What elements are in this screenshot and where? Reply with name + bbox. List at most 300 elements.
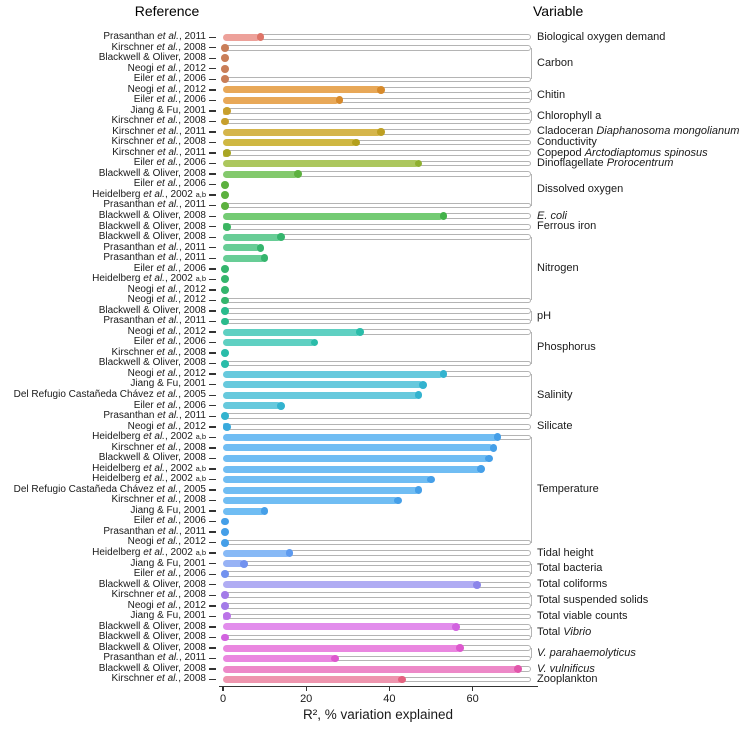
label-text: Tidal height	[537, 546, 594, 559]
connector-line	[443, 213, 531, 219]
label-text: , 2006	[178, 178, 206, 190]
row-tick	[209, 384, 216, 385]
bar-end-dot	[419, 381, 427, 389]
label-text: et al.	[156, 178, 179, 190]
label-text: , 2012	[178, 367, 206, 379]
row-tick	[209, 521, 216, 522]
row-tick	[209, 647, 216, 648]
connector-line	[225, 540, 531, 546]
bar	[223, 160, 419, 167]
bar	[223, 339, 315, 346]
connector-line	[460, 645, 531, 651]
label-text: Ferrous iron	[537, 220, 597, 233]
label-text: Del Refugio Castañeda Chávez	[13, 483, 157, 495]
bar	[223, 455, 489, 462]
bar-end-dot	[221, 297, 229, 305]
label-text: , 2012	[178, 83, 206, 95]
bar-end-dot	[485, 455, 493, 463]
label-text: et al.	[156, 294, 179, 306]
bar-end-dot	[221, 518, 229, 526]
bar-end-dot	[415, 486, 423, 494]
label-text: , 2011	[178, 252, 206, 264]
row-tick	[209, 300, 216, 301]
label-text: et al.	[156, 367, 179, 379]
bar	[223, 139, 356, 146]
row-tick	[209, 479, 216, 480]
label-text: Prasanthan	[103, 241, 158, 253]
row-tick	[209, 679, 216, 680]
row-tick	[209, 79, 216, 80]
x-axis-title: R², % variation explained	[302, 707, 454, 722]
x-axis-tick-label: 60	[466, 693, 479, 705]
bar-end-dot	[223, 612, 231, 620]
label-text: Total	[537, 625, 564, 638]
label-text: Blackwell & Oliver, 2008	[98, 304, 206, 316]
label-text: et al.	[156, 325, 179, 337]
group-bracket	[531, 174, 532, 206]
label-text: Blackwell & Oliver, 2008	[98, 662, 206, 674]
row-tick	[209, 331, 216, 332]
connector-line	[225, 203, 531, 209]
bar-end-dot	[221, 539, 229, 547]
label-text: Neogi	[127, 599, 157, 611]
bar	[223, 655, 335, 662]
connector-line	[225, 77, 531, 83]
x-axis-tick-label: 0	[219, 693, 227, 705]
label-text: , 2008	[178, 589, 206, 601]
bar-end-dot	[221, 602, 229, 610]
label-text: et al.	[156, 389, 179, 401]
label-text: et al.	[156, 346, 179, 358]
variable-label	[537, 310, 551, 323]
label-text: , 2005	[178, 389, 206, 401]
bar-end-dot	[221, 191, 229, 199]
label-text: , 2006	[178, 399, 206, 411]
bar-end-dot	[398, 676, 406, 684]
bar	[223, 508, 265, 515]
label-text: Blackwell & Oliver, 2008	[98, 578, 206, 590]
label-text: Kirschner	[112, 146, 158, 158]
label-text: , 2012	[178, 283, 206, 295]
label-text: , 2008	[178, 494, 206, 506]
bar-end-dot	[221, 634, 229, 642]
bar	[223, 329, 360, 336]
bar-end-dot	[223, 223, 231, 231]
label-text: , 2011	[178, 125, 206, 137]
group-bracket	[531, 48, 532, 80]
variable-label	[537, 157, 673, 170]
label-text: Blackwell & Oliver, 2008	[98, 620, 206, 632]
bar	[223, 129, 381, 136]
label-text: Kirschner	[111, 589, 157, 601]
label-text: Eiler	[133, 399, 157, 411]
bar-end-dot	[221, 360, 229, 368]
label-text: Heidelberg	[92, 473, 144, 485]
label-text: Eiler	[133, 157, 157, 169]
label-text: et al.	[157, 31, 179, 42]
row-tick	[209, 395, 216, 396]
connector-line	[225, 119, 531, 125]
connector-line	[225, 319, 531, 325]
label-text: , 2002	[164, 188, 196, 200]
label-text: et al.	[156, 94, 179, 106]
row-tick	[209, 194, 216, 195]
row-tick	[209, 247, 216, 248]
variable-label	[537, 647, 636, 660]
label-text: Neogi	[127, 62, 157, 74]
connector-line	[227, 108, 531, 114]
label-text: Neogi	[127, 367, 157, 379]
bar-end-dot	[415, 160, 423, 168]
variable-label	[537, 578, 607, 591]
bar	[223, 666, 518, 673]
label-text: Jiang & Fu, 2001	[130, 104, 206, 116]
x-axis-tick-label: 40	[383, 693, 396, 705]
row-tick	[209, 352, 216, 353]
label-text: Eiler	[133, 262, 157, 274]
variable-label	[537, 626, 591, 639]
bar	[223, 402, 281, 409]
label-text: Kirschner	[111, 136, 157, 148]
label-text: , 2002	[164, 462, 196, 474]
label-text: Salinity	[537, 388, 573, 401]
connector-line	[225, 635, 531, 641]
row-tick	[209, 163, 216, 164]
row-tick	[209, 500, 216, 501]
connector-line	[225, 413, 531, 419]
label-text: et al.	[157, 652, 179, 664]
label-text: et al.	[156, 589, 179, 601]
row-tick	[209, 47, 216, 48]
bar-end-dot	[473, 581, 481, 589]
row-tick	[209, 437, 216, 438]
bar-end-dot	[223, 107, 231, 115]
bar-end-dot	[221, 307, 229, 315]
label-text: Silicate	[537, 420, 573, 433]
label-text: Del Refugio Castañeda Chávez	[13, 389, 157, 401]
label-text: E. coli	[537, 209, 567, 222]
group-bracket	[531, 564, 532, 575]
label-text: et al.	[143, 462, 165, 474]
connector-line	[298, 171, 531, 177]
label-text: Kirschner	[111, 673, 157, 685]
label-text: , 2008	[178, 673, 206, 685]
bar-end-dot	[427, 476, 435, 484]
bar-end-dot	[311, 339, 319, 347]
label-text: Heidelberg	[92, 188, 144, 200]
row-tick	[209, 416, 216, 417]
label-text: Jiang & Fu, 2001	[130, 610, 206, 622]
label-text: Prasanthan	[103, 315, 158, 327]
label-text: et al.	[156, 483, 179, 495]
label-text: V. vulnificus	[537, 662, 595, 675]
label-text: Eiler	[133, 336, 157, 348]
row-tick	[209, 405, 216, 406]
bar-end-dot	[477, 465, 485, 473]
variable-label	[537, 547, 593, 560]
bar-end-dot	[394, 497, 402, 505]
label-text: , 2008	[178, 41, 206, 53]
variable-label	[537, 594, 648, 607]
label-text: , 2011	[178, 241, 206, 253]
row-tick	[209, 616, 216, 617]
group-bracket	[531, 627, 532, 638]
label-text: pH	[537, 309, 552, 322]
connector-line	[225, 592, 531, 598]
label-text: Heidelberg	[92, 273, 144, 285]
label-text: Carbon	[537, 57, 574, 70]
label-text: , 2006	[178, 515, 206, 527]
label-text: Blackwell & Oliver, 2008	[98, 210, 206, 221]
connector-line	[227, 150, 531, 156]
connector-line	[456, 624, 531, 630]
variable-label	[537, 57, 573, 70]
label-text: et al.	[157, 199, 179, 211]
label-text: Blackwell & Oliver, 2008	[98, 231, 206, 243]
label-text: Nitrogen	[537, 262, 579, 275]
variable-label	[537, 389, 572, 402]
row-tick	[209, 595, 216, 596]
bar	[223, 676, 402, 683]
label-text: et al.	[157, 125, 179, 137]
connector-line	[225, 298, 531, 304]
row-tick	[209, 279, 216, 280]
group-bracket	[531, 437, 532, 542]
label-text: et al.	[156, 399, 179, 411]
row-tick	[209, 37, 216, 38]
row-tick	[209, 531, 216, 532]
label-text: , 2006	[178, 73, 206, 85]
label-text: et al.	[156, 494, 179, 506]
bar	[223, 171, 298, 178]
label-text: et al.	[143, 273, 165, 285]
connector-line	[225, 571, 531, 577]
label-text: et al.	[157, 241, 179, 253]
label-text: , 2002	[164, 546, 196, 558]
group-bracket	[531, 311, 532, 322]
row-tick	[209, 226, 216, 227]
label-text: a,b	[195, 274, 206, 284]
label-text: , 2006	[178, 568, 206, 580]
connector-line	[227, 424, 531, 430]
label-text: Eiler	[133, 568, 157, 580]
row-tick	[209, 289, 216, 290]
label-text: Kirschner	[112, 125, 158, 137]
row-tick	[209, 237, 216, 238]
label-text: et al.	[143, 431, 165, 443]
variable-column-header: Variable	[533, 3, 584, 19]
group-bracket	[531, 595, 532, 606]
label-text: Temperature	[537, 483, 599, 496]
label-text: Total viable counts	[537, 609, 628, 622]
row-tick	[209, 321, 216, 322]
bar	[223, 234, 281, 241]
bar	[223, 623, 456, 630]
bar	[223, 645, 460, 652]
connector-line	[281, 234, 531, 240]
bar-end-dot	[377, 86, 385, 94]
row-tick	[209, 668, 216, 669]
label-text: Neogi	[127, 294, 157, 306]
label-text: et al.	[156, 441, 179, 453]
label-text: Phosphorus	[537, 341, 596, 354]
bar-end-dot	[221, 349, 229, 357]
connector-line	[244, 561, 531, 567]
connector-line	[381, 87, 531, 93]
connector-line	[227, 614, 531, 620]
bar	[223, 371, 443, 378]
bar-end-dot	[277, 402, 285, 410]
connector-line	[227, 224, 531, 230]
label-text: , 2002	[164, 473, 196, 485]
row-tick	[209, 310, 216, 311]
row-tick	[209, 552, 216, 553]
bar-end-dot	[352, 139, 360, 147]
label-text: Eiler	[133, 178, 157, 190]
connector-line	[225, 308, 531, 314]
row-tick	[209, 110, 216, 111]
row-tick	[209, 363, 216, 364]
label-text: , 2006	[178, 336, 206, 348]
label-text: Jiang & Fu, 2001	[130, 504, 206, 516]
label-text: et al.	[156, 262, 179, 274]
row-tick	[209, 58, 216, 59]
row-tick	[209, 658, 216, 659]
label-text: Total bacteria	[537, 562, 603, 575]
label-text: et al.	[156, 420, 179, 432]
bar	[223, 97, 339, 104]
label-text: Blackwell & Oliver, 2008	[98, 641, 206, 653]
connector-line	[290, 550, 531, 556]
row-tick	[209, 89, 216, 90]
label-text: Chitin	[537, 88, 566, 101]
row-tick	[209, 121, 216, 122]
bar	[223, 550, 290, 557]
label-text: Jiang & Fu, 2001	[130, 557, 206, 569]
label-text: Kirschner	[111, 441, 157, 453]
label-text: , 2012	[178, 599, 206, 611]
row-tick	[209, 173, 216, 174]
label-text: , 2012	[178, 294, 206, 306]
bar	[223, 444, 493, 451]
label-text: V. parahaemolyticus	[537, 646, 636, 659]
bar-end-dot	[221, 75, 229, 83]
connector-line	[225, 361, 531, 367]
variable-label	[537, 220, 596, 233]
label-text: et al.	[157, 315, 179, 327]
connector-line	[339, 98, 531, 104]
label-text: et al.	[156, 515, 179, 527]
connector-line	[356, 140, 531, 146]
bar	[223, 476, 431, 483]
label-text: , 2012	[178, 325, 206, 337]
label-text: , 2006	[178, 157, 206, 169]
label-text: Eiler	[133, 94, 157, 106]
bar-end-dot	[415, 391, 423, 399]
bar	[223, 34, 260, 41]
row-tick	[209, 542, 216, 543]
label-text: Kirschner	[111, 346, 157, 358]
bar-end-dot	[221, 65, 229, 73]
variable-label	[537, 610, 628, 623]
variable-label	[537, 110, 601, 123]
group-bracket	[531, 332, 532, 364]
group-bracket	[531, 90, 532, 101]
row-tick	[209, 342, 216, 343]
label-text: a,b	[195, 432, 206, 442]
row-tick	[209, 574, 216, 575]
row-tick	[209, 584, 216, 585]
label-text: , 2011	[178, 199, 206, 211]
connector-line	[335, 656, 531, 662]
bar	[223, 86, 381, 93]
bar	[223, 392, 419, 399]
label-text: et al.	[157, 146, 179, 158]
label-text: Zooplankton	[537, 673, 598, 686]
bar	[223, 213, 443, 220]
bar-end-dot	[331, 655, 339, 663]
label-text: Heidelberg	[92, 431, 144, 443]
row-tick	[209, 142, 216, 143]
label-text: et al.	[156, 599, 179, 611]
variable-label	[537, 89, 565, 102]
group-bracket	[531, 237, 532, 300]
connector-line	[402, 677, 531, 683]
label-text: , 2012	[178, 420, 206, 432]
bar-end-dot	[257, 244, 265, 252]
connector-line	[360, 329, 531, 335]
label-text: et al.	[157, 252, 179, 264]
group-bracket	[531, 374, 532, 416]
label-text: Eiler	[133, 515, 157, 527]
label-text: Conductivity	[537, 136, 597, 148]
bar	[223, 581, 477, 588]
bar	[223, 434, 498, 441]
bar-end-dot	[221, 202, 229, 210]
label-text: Dissolved oxygen	[537, 183, 624, 196]
connector-line	[419, 161, 531, 167]
label-text: , 2008	[178, 346, 206, 358]
row-tick	[209, 563, 216, 564]
variable-label	[537, 262, 579, 275]
label-text: , 2012	[178, 62, 206, 74]
label-text: , 2006	[178, 94, 206, 106]
row-tick	[209, 626, 216, 627]
variable-label	[537, 183, 623, 196]
label-text: et al.	[156, 283, 179, 295]
connector-line	[225, 45, 531, 51]
label-text: Eiler	[133, 73, 157, 85]
label-text: Kirschner	[111, 41, 157, 53]
bar-end-dot	[221, 265, 229, 273]
label-text: , 2011	[178, 31, 206, 42]
label-text: , 2011	[178, 410, 206, 422]
variable-label	[537, 673, 598, 686]
label-text: Blackwell & Oliver, 2008	[98, 357, 206, 369]
label-text: , 2011	[178, 146, 206, 158]
row-tick	[209, 216, 216, 217]
bar-end-dot	[223, 423, 231, 431]
variable-label	[537, 562, 602, 575]
label-text: et al.	[157, 410, 179, 422]
label-text: Prasanthan	[103, 652, 158, 664]
row-tick	[209, 468, 216, 469]
label-text: Diaphanosoma mongolianum	[596, 125, 740, 138]
label-text: et al.	[156, 568, 179, 580]
bar-end-dot	[456, 644, 464, 652]
label-text: Neogi	[127, 283, 157, 295]
row-tick	[209, 184, 216, 185]
